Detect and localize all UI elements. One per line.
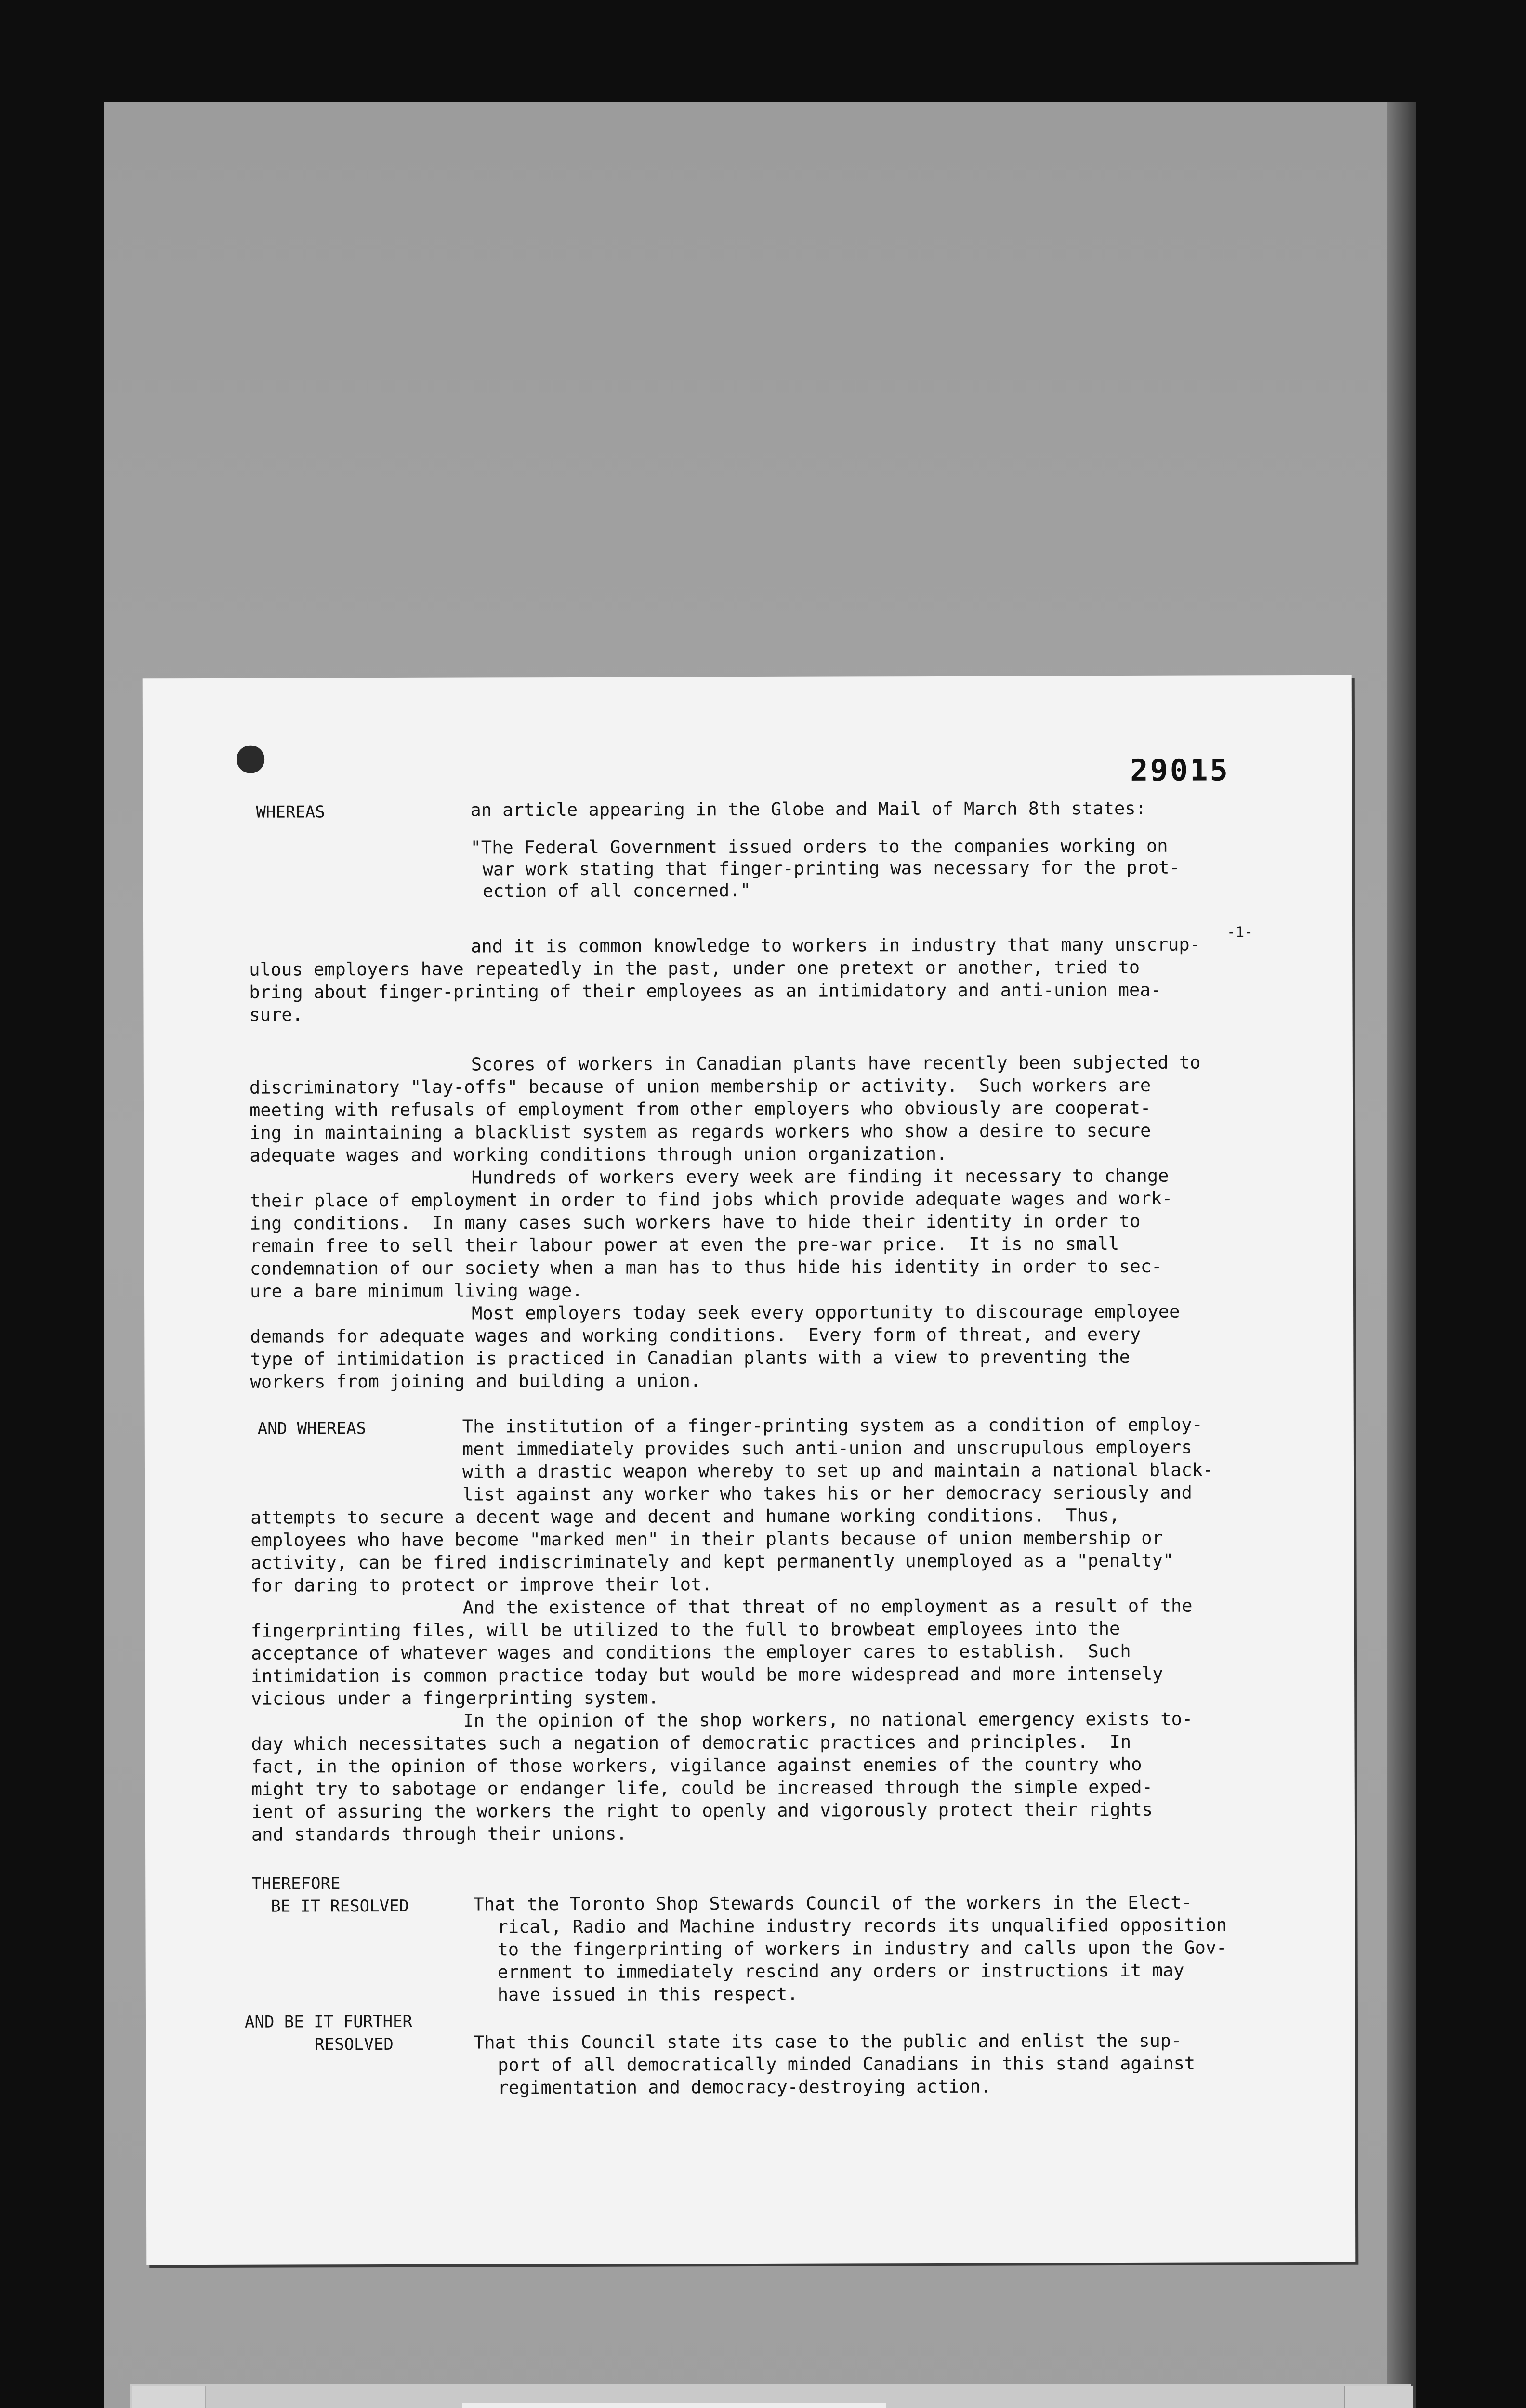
doc-line: Most employers today seek every opportunity to discourage employee — [472, 1301, 1180, 1324]
doc-line: have issued in this respect. — [497, 1983, 798, 2005]
doc-line: bring about finger-printing of their employees as an intimidatory and anti-union mea- — [249, 979, 1161, 1003]
board-shadow-edge — [1387, 102, 1416, 2408]
doc-line: condemnation of our society when a man has to thus hide his identity in order to sec- — [250, 1256, 1162, 1279]
doc-line: an article appearing in the Globe and Mail of March 8th states: — [470, 798, 1146, 821]
handwritten-annotation: -1- — [1227, 924, 1253, 941]
doc-line: ection of all concerned." — [482, 879, 751, 902]
doc-line: employees who have become "marked men" in their plants because of union membership or — [250, 1527, 1163, 1551]
doc-line: meeting with refusals of employment from other employers who obviously are cooperat- — [249, 1097, 1151, 1121]
doc-line: That this Council state its case to the public and enlist the sup- — [474, 2030, 1182, 2053]
doc-line: to the fingerprinting of workers in industry and calls upon the Gov- — [497, 1937, 1227, 1960]
document-body — [143, 675, 1356, 2265]
doc-line: sure. — [249, 1004, 303, 1025]
doc-line: list against any worker who takes his or her democracy seriously and — [462, 1482, 1192, 1505]
volume-label-strip — [462, 2403, 886, 2408]
doc-line: ure a bare minimum living wage. — [250, 1280, 583, 1302]
doc-line: ing conditions. In many cases such workers have to hide their identity in order to — [250, 1210, 1141, 1234]
doc-line: And the existence of that threat of no employment as a result of the — [462, 1595, 1193, 1618]
tape-strip-left — [132, 2386, 206, 2408]
doc-line: and standards through their unions. — [251, 1823, 627, 1845]
page-number: 29015 — [1130, 752, 1230, 788]
section-label-resolved: RESOLVED — [315, 2034, 394, 2055]
doc-line: with a drastic weapon whereby to set up and maintain a national black- — [462, 1459, 1214, 1482]
section-label-and-whereas: AND WHEREAS — [257, 1419, 366, 1439]
doc-line: port of all democratically minded Canadians in this stand against — [498, 2053, 1196, 2076]
doc-line: Hundreds of workers every week are finding it necessary to change — [471, 1165, 1169, 1188]
doc-line: ing in maintaining a blacklist system as regards workers who show a desire to secure — [250, 1120, 1151, 1143]
doc-line: vicious under a fingerprinting system. — [251, 1687, 659, 1709]
section-label-and-be-it-further: AND BE IT FURTHER — [244, 2012, 413, 2032]
doc-line: That the Toronto Shop Stewards Council of the workers in the Elect- — [473, 1892, 1192, 1915]
doc-line: activity, can be fired indiscriminately and kept permanently unemployed as a "penalty" — [250, 1550, 1174, 1573]
doc-line: ulous employers have repeatedly in the past, under one pretext or another, tried to — [249, 956, 1140, 980]
doc-line: ment immediately provides such anti-union and unscrupulous employers — [462, 1437, 1192, 1460]
doc-line: adequate wages and working conditions through union organization. — [250, 1143, 947, 1166]
doc-line: "The Federal Government issued orders to the companies working on — [470, 835, 1168, 858]
doc-line: and it is common knowledge to workers in industry that many unscrup- — [471, 934, 1200, 957]
doc-line: ient of assuring the workers the right to openly and vigorously protect their rights — [251, 1799, 1153, 1822]
doc-line: acceptance of whatever wages and conditions the employer cares to establish. Such — [250, 1640, 1131, 1664]
doc-line: discriminatory "lay-offs" because of union membership or activity. Such workers are — [249, 1074, 1151, 1098]
doc-line: type of intimidation is practiced in Canadian plants with a view to preventing the — [250, 1346, 1131, 1370]
doc-line: workers from joining and building a union. — [250, 1370, 701, 1392]
doc-line: might try to sabotage or endanger life, could be increased through the simple exped- — [251, 1776, 1153, 1800]
doc-line: fact, in the opinion of those workers, vigilance against enemies of the country who — [251, 1754, 1142, 1777]
doc-line: for daring to protect or improve their lot. — [250, 1574, 712, 1596]
doc-line: war work stating that finger-printing was necessary for the prot- — [482, 857, 1180, 880]
doc-line: their place of employment in order to find jobs which provide adequate wages and work- — [250, 1188, 1173, 1211]
typewritten-page — [143, 675, 1356, 2265]
doc-line: regimentation and democracy-destroying action. — [498, 2076, 992, 2098]
section-label-be-it-resolved: BE IT RESOLVED — [271, 1896, 409, 1916]
doc-line: intimidation is common practice today but would be more widespread and more intensely — [251, 1663, 1163, 1687]
doc-line: ernment to immediately rescind any orders or instructions it may — [497, 1960, 1184, 1983]
doc-line: day which necessitates such a negation of democratic practices and principles. In — [251, 1731, 1131, 1754]
doc-line: In the opinion of the shop workers, no national emergency exists to- — [463, 1708, 1193, 1731]
doc-line: rical, Radio and Machine industry records its unqualified opposition — [497, 1914, 1227, 1937]
doc-line: demands for adequate wages and working conditions. Every form of threat, and every — [250, 1323, 1141, 1347]
section-label-therefore: THEREFORE — [251, 1874, 341, 1894]
doc-line: fingerprinting files, will be utilized to the full to browbeat employees into the — [250, 1618, 1120, 1641]
tape-strip-right — [1344, 2386, 1413, 2408]
section-label-whereas: WHEREAS — [256, 802, 325, 822]
doc-line: remain free to sell their labour power at even the pre-war price. It is no small — [250, 1233, 1119, 1256]
doc-line: Scores of workers in Canadian plants have recently been subjected to — [471, 1052, 1201, 1075]
doc-line: The institution of a finger-printing system as a condition of employ- — [462, 1414, 1203, 1437]
doc-line: attempts to secure a decent wage and decent and humane working conditions. Thus, — [250, 1505, 1120, 1528]
